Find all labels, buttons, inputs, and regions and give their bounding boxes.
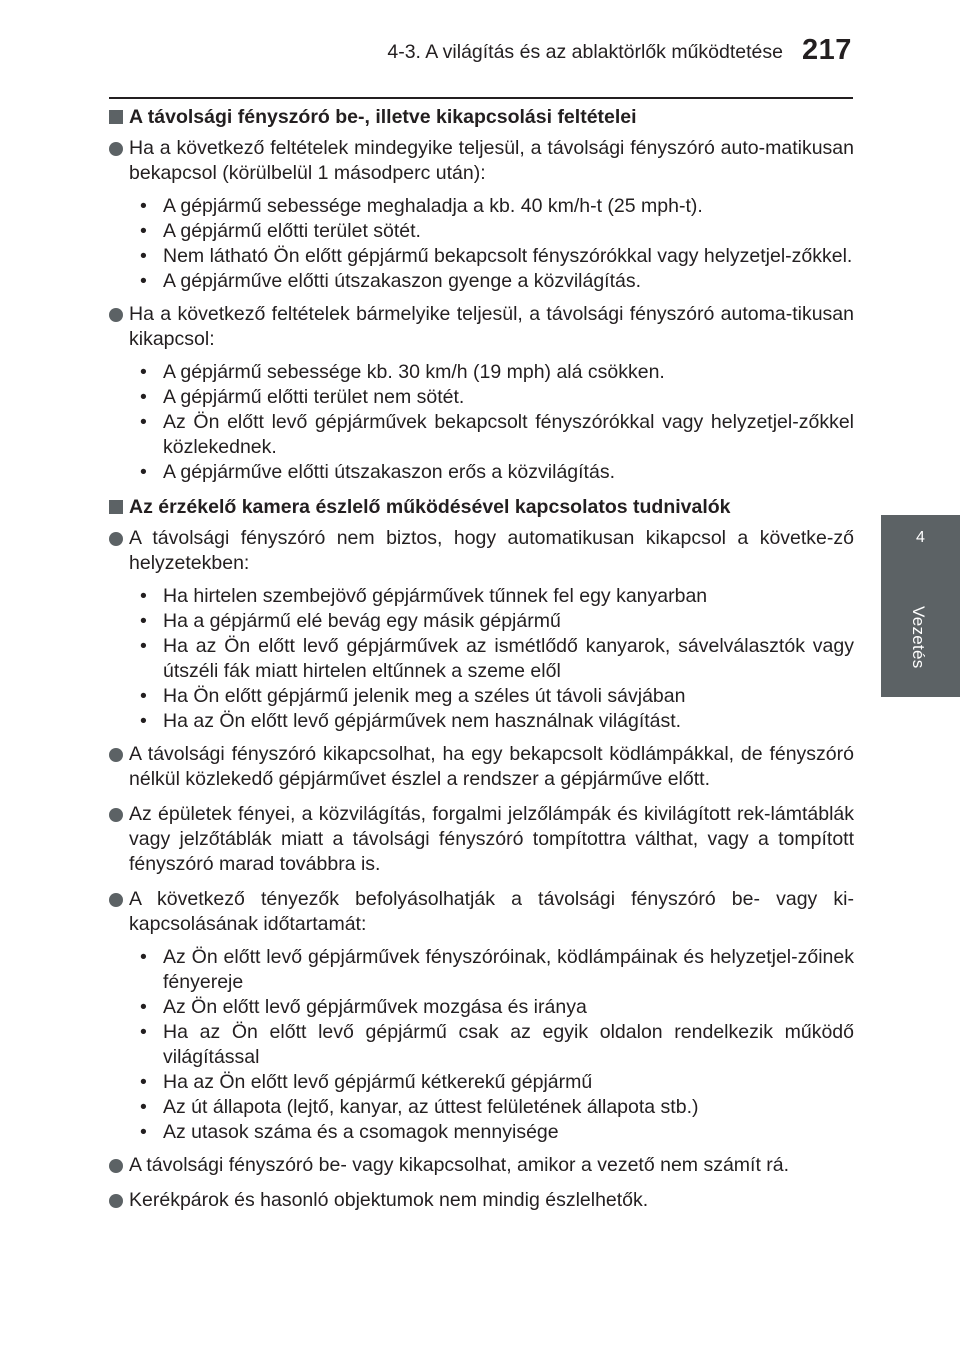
- point-text: Kerékpárok és hasonló objektumok nem mindig észlelhetők.: [129, 1189, 649, 1211]
- list-item-text: A gépjárműve előtti útszakaszon gyenge a közvilágítás.: [163, 270, 642, 292]
- bullet-dot-icon: •: [140, 996, 147, 1018]
- bullet-dot-icon: •: [140, 946, 147, 968]
- list-item-text: Ha az Ön előtt levő gépjármű csak az egyik oldalon rendelkezik működő világítással: [163, 1021, 854, 1068]
- section-heading-text: Az érzékelő kamera észlelő működésével kapcsolatos tudnivalók: [129, 496, 731, 518]
- running-header-title: 4-3. A világítás és az ablaktörlők működtetése: [387, 41, 783, 63]
- bullet-list: [129, 360, 854, 485]
- circle-point: [109, 526, 854, 576]
- circle-bullet-icon: [109, 1194, 123, 1208]
- point-text: A távolsági fényszóró kikapcsolhat, ha egy bekapcsolt ködlámpákkal, de fényszóró nélkül közlekedő gépjárművet észlel a rendszer a gépjárműve előtt.: [129, 743, 854, 790]
- list-item: [129, 1120, 854, 1145]
- circle-bullet-icon: [109, 808, 123, 822]
- bullet-dot-icon: •: [140, 361, 147, 383]
- list-item: [129, 684, 854, 709]
- bullet-dot-icon: •: [140, 386, 147, 408]
- bullet-list: [129, 945, 854, 1145]
- section-heading: [109, 495, 854, 520]
- bullet-dot-icon: •: [140, 220, 147, 242]
- circle-point: [109, 742, 854, 792]
- point-text: Az épületek fényei, a közvilágítás, forgalmi jelzőlámpák és kivilágított rek-lámtáblák vagy jelzőtáblák miatt a távolsági fényszóró tompítottra válthat, vagy a tompított fényszóró marad továbbra is.: [129, 803, 854, 875]
- list-item: [129, 385, 854, 410]
- list-item: [129, 194, 854, 219]
- list-item-text: Az Ön előtt levő gépjárművek mozgása és iránya: [163, 996, 587, 1018]
- bullet-dot-icon: •: [140, 1096, 147, 1118]
- bullet-dot-icon: •: [140, 585, 147, 607]
- circle-point: [109, 302, 854, 352]
- list-item: [129, 584, 854, 609]
- bullet-dot-icon: •: [140, 710, 147, 732]
- list-item-text: Ha az Ön előtt levő gépjárművek nem használnak világítást.: [163, 710, 682, 732]
- list-item: [129, 244, 854, 269]
- section-heading-text: A távolsági fényszóró be-, illetve kikapcsolási feltételei: [129, 106, 637, 128]
- list-item-text: A gépjárműve előtti útszakaszon erős a közvilágítás.: [163, 461, 615, 483]
- bullet-list: [129, 584, 854, 734]
- bullet-dot-icon: •: [140, 1121, 147, 1143]
- list-item: [129, 1020, 854, 1070]
- list-item-text: Az út állapota (lejtő, kanyar, az úttest felületének állapota stb.): [163, 1096, 699, 1118]
- bullet-dot-icon: •: [140, 461, 147, 483]
- list-item-text: Ha az Ön előtt levő gépjárművek az ismétlődő kanyarok, sávelválasztók vagy útszéli fák miatt hirtelen eltűnnek a szeme elől: [163, 635, 854, 682]
- bullet-list: [129, 194, 854, 294]
- circle-point: [109, 1153, 854, 1178]
- list-item: [129, 269, 854, 294]
- list-item-text: Ha Ön előtt gépjármű jelenik meg a széles út távoli sávjában: [163, 685, 686, 707]
- circle-bullet-icon: [109, 1159, 123, 1173]
- list-item-text: Az Ön előtt levő gépjárművek fényszóróinak, ködlámpáinak és helyzetjel-zőinek fényereje: [163, 946, 854, 993]
- section-heading: [109, 105, 854, 130]
- point-text: Ha a következő feltételek bármelyike teljesül, a távolsági fényszóró automa-tikusan kikapcsol:: [129, 303, 854, 350]
- bullet-dot-icon: •: [140, 610, 147, 632]
- list-item: [129, 609, 854, 634]
- bullet-dot-icon: •: [140, 195, 147, 217]
- bullet-dot-icon: •: [140, 685, 147, 707]
- page-header: [0, 0, 960, 100]
- list-item-text: Ha az Ön előtt levő gépjármű kétkerekű gépjármű: [163, 1071, 593, 1093]
- bullet-dot-icon: •: [140, 1021, 147, 1043]
- list-item-text: Ha a gépjármű elé bevág egy másik gépjármű: [163, 610, 561, 632]
- square-bullet-icon: [109, 110, 123, 124]
- bullet-dot-icon: •: [140, 635, 147, 657]
- list-item: [129, 634, 854, 684]
- circle-point: [109, 136, 854, 186]
- list-item-text: Az Ön előtt levő gépjárművek bekapcsolt fényszórókkal vagy helyzetjel-zőkkel közlekednek.: [163, 411, 854, 458]
- bullet-dot-icon: •: [140, 411, 147, 433]
- square-bullet-icon: [109, 500, 123, 514]
- list-item-text: A gépjármű sebessége kb. 30 km/h (19 mph) alá csökken.: [163, 361, 665, 383]
- circle-bullet-icon: [109, 532, 123, 546]
- page-number: 217: [802, 34, 852, 66]
- list-item: [129, 219, 854, 244]
- header-divider: [109, 97, 853, 99]
- circle-bullet-icon: [109, 893, 123, 907]
- bullet-dot-icon: •: [140, 1071, 147, 1093]
- page-content: [109, 105, 854, 1223]
- list-item: [129, 995, 854, 1020]
- point-text: A távolsági fényszóró be- vagy kikapcsolhat, amikor a vezető nem számít rá.: [129, 1154, 790, 1176]
- list-item: [129, 1070, 854, 1095]
- point-text: Ha a következő feltételek mindegyike teljesül, a távolsági fényszóró auto-matikusan bekapcsol (körülbelül 1 másodperc után):: [129, 137, 854, 184]
- point-text: A következő tényezők befolyásolhatják a távolsági fényszóró be- vagy ki-kapcsolásának időtartamát:: [129, 888, 854, 935]
- circle-point: [109, 802, 854, 877]
- circle-bullet-icon: [109, 748, 123, 762]
- list-item-text: Az utasok száma és a csomagok mennyisége: [163, 1121, 559, 1143]
- bullet-dot-icon: •: [140, 245, 147, 267]
- list-item: [129, 945, 854, 995]
- list-item: [129, 460, 854, 485]
- list-item-text: A gépjármű előtti terület sötét.: [163, 220, 421, 242]
- list-item-text: Nem látható Ön előtt gépjármű bekapcsolt fényszórókkal vagy helyzetjel-zőkkel.: [163, 245, 853, 267]
- chapter-number: 4: [916, 529, 925, 546]
- list-item-text: A gépjármű sebessége meghaladja a kb. 40 km/h-t (25 mph-t).: [163, 195, 703, 217]
- list-item: [129, 709, 854, 734]
- list-item: [129, 410, 854, 460]
- list-item-text: A gépjármű előtti terület nem sötét.: [163, 386, 465, 408]
- bullet-dot-icon: •: [140, 270, 147, 292]
- circle-point: [109, 1188, 854, 1213]
- chapter-label: Vezetés: [909, 606, 928, 669]
- list-item-text: Ha hirtelen szembejövő gépjárművek tűnnek fel egy kanyarban: [163, 585, 708, 607]
- circle-bullet-icon: [109, 308, 123, 322]
- circle-bullet-icon: [109, 142, 123, 156]
- circle-point: [109, 887, 854, 937]
- list-item: [129, 1095, 854, 1120]
- list-item: [129, 360, 854, 385]
- point-text: A távolsági fényszóró nem biztos, hogy automatikusan kikapcsol a követke-ző helyzetekben:: [129, 527, 854, 574]
